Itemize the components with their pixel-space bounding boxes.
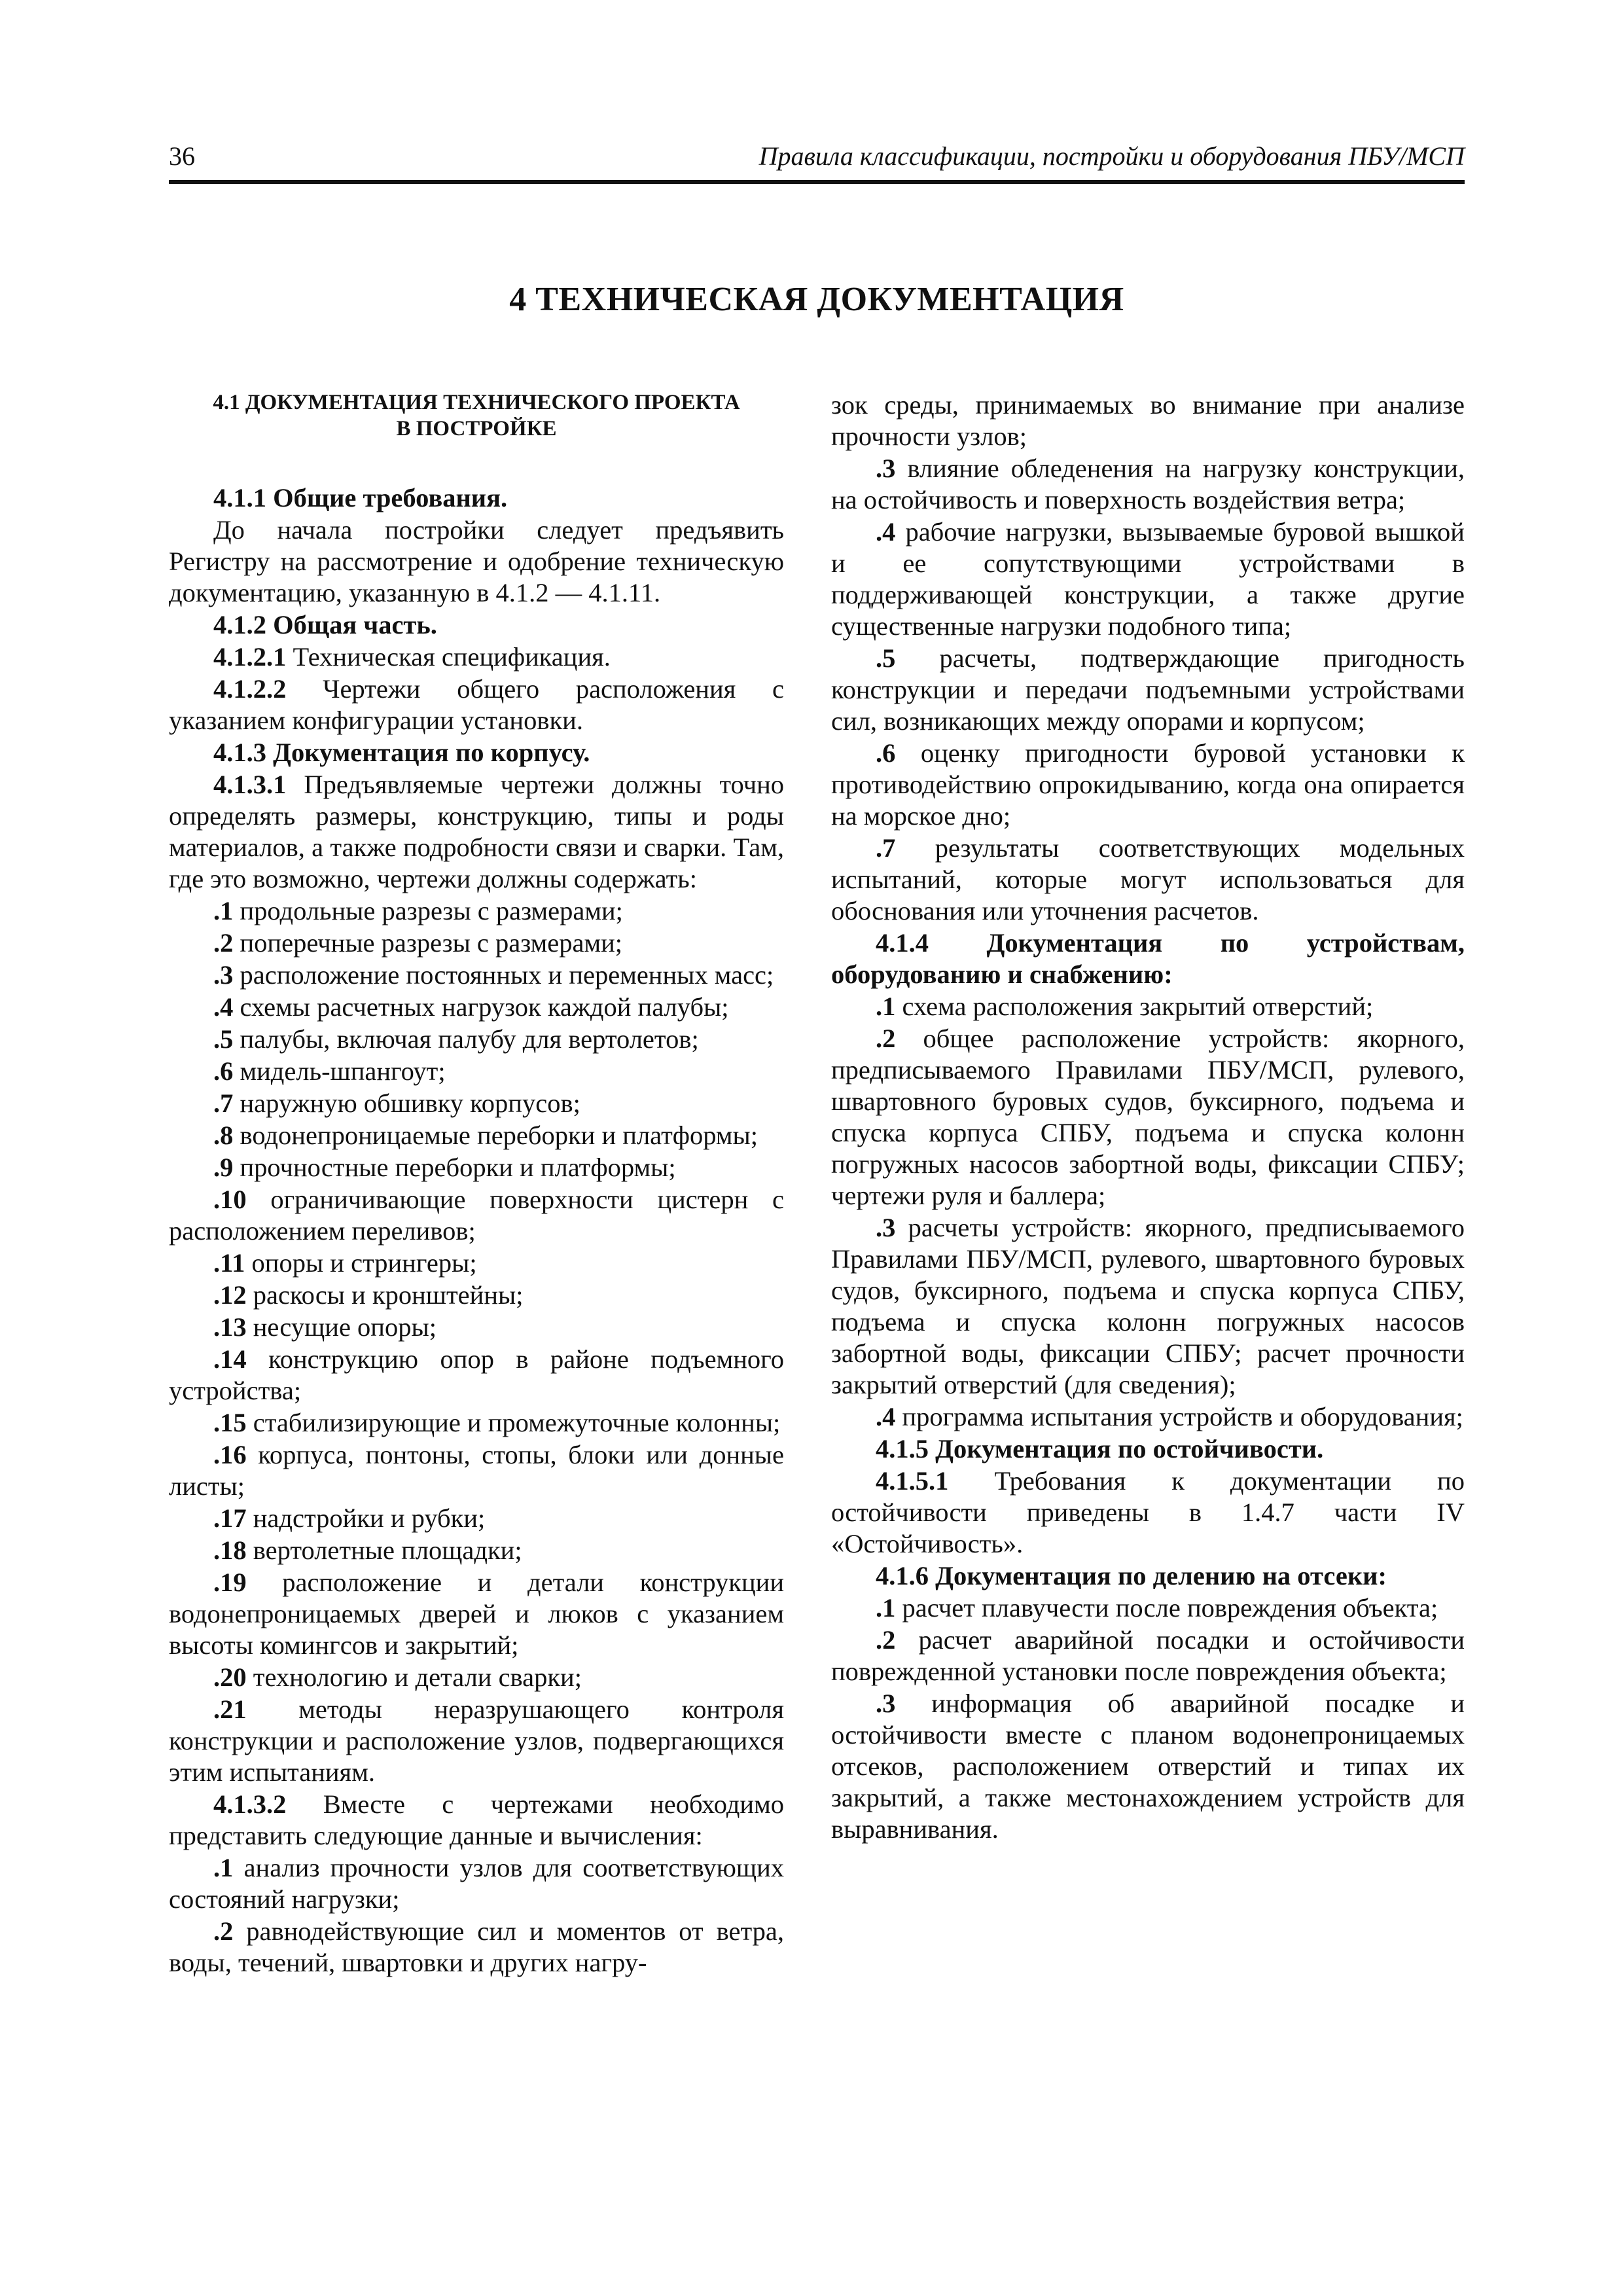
paragraph [831,1465,1465,1560]
paragraph [831,738,1465,832]
clause-number: .12 [213,1280,247,1310]
subsection-heading [831,1560,1465,1592]
paragraph [169,514,784,609]
clause-number: 4.1.1 [213,483,266,512]
clause-number: .21 [213,1695,247,1724]
clause-number: .18 [213,1535,247,1565]
clause-number: .16 [213,1440,247,1469]
clause-text: Общие требования. [266,483,508,512]
paragraph [169,1024,784,1055]
clause-number: 4.1.3.2 [213,1789,287,1819]
subsection-heading [831,927,1465,990]
paragraph [169,960,784,991]
section-title-line1: 4.1 ДОКУМЕНТАЦИЯ ТЕХНИЧЕСКОГО ПРОЕКТА [213,391,740,414]
clause-text: зок среды, принимаемых во внимание при анализе прочности узлов; [831,390,1465,451]
paragraph [169,1088,784,1119]
paragraph [831,991,1465,1022]
paragraph [169,1152,784,1183]
section-title-line2: В ПОСТРОЙКЕ [396,417,557,440]
paragraph [831,833,1465,927]
paragraph [169,641,784,673]
subsection-heading [169,482,784,514]
clause-number: 4.1.6 [876,1561,929,1590]
clause-number: .2 [876,1625,896,1655]
paragraph [169,1439,784,1502]
clause-text: рабочие нагрузки, вызываемые буровой вышкой и ее сопутствующими устройствами в поддерживающей конструкции, а также другие существенные нагрузки подобного типа; [831,517,1465,641]
clause-number: .17 [213,1503,247,1533]
subsection-heading [169,737,784,768]
clause-text: Документация по корпусу. [266,738,590,767]
paragraph [169,1662,784,1693]
clause-text: поперечные разрезы с размерами; [233,928,623,958]
clause-number: .5 [876,643,896,673]
clause-number: 4.1.5 [876,1434,929,1463]
clause-text: опоры и стрингеры; [245,1248,477,1278]
section-title [169,389,784,442]
clause-number: .15 [213,1408,247,1437]
paragraph [831,389,1465,452]
paragraph [169,673,784,736]
clause-text: ограничивающие поверхности цистерн с расположением переливов; [169,1185,784,1246]
clause-text: Чертежи общего расположения с указанием конфигурации установки. [169,674,784,735]
clause-number: .8 [213,1121,234,1150]
right-column [831,389,1465,1846]
paragraph [831,1688,1465,1845]
paragraph [831,1023,1465,1211]
left-paragraphs [169,482,784,1979]
clause-text: корпуса, понтоны, стопы, блоки или донные листы; [169,1440,784,1501]
clause-text: прочностные переборки и платформы; [233,1153,676,1182]
clause-number: .20 [213,1662,247,1692]
clause-number: 4.1.3 [213,738,266,767]
paragraph [169,1056,784,1087]
subsection-heading [831,1433,1465,1465]
clause-text: несущие опоры; [246,1312,437,1342]
clause-text: расчеты, подтверждающие пригодность конструкции и передачи подъемными устройствами сил, возникающих между опорами и корпусом; [831,643,1465,736]
clause-text: информация об аварийной посадке и остойчивости вместе с планом водонепроницаемых отсеков, расположением отверстий и типах их закрытий, а также местонахождением устройств для выравнивания. [831,1689,1465,1844]
clause-text: стабилизирующие и промежуточные колонны; [246,1408,781,1437]
subsection-heading [169,609,784,641]
paragraph [169,1120,784,1151]
clause-text: расположение и детали конструкции водонепроницаемых дверей и люков с указанием высоты комингсов и закрытий; [169,1568,784,1660]
clause-number: .7 [876,833,896,863]
clause-text: расположение постоянных и переменных масс; [233,960,774,990]
clause-number: .6 [876,738,896,768]
clause-number: .4 [876,517,896,547]
paragraph [169,1567,784,1661]
paragraph [831,516,1465,642]
clause-text: схемы расчетных нагрузок каждой палубы; [233,992,729,1022]
clause-number: .6 [213,1056,234,1086]
clause-number: .13 [213,1312,247,1342]
clause-number: .3 [876,1689,896,1718]
clause-number: .3 [213,960,234,990]
paragraph [169,1312,784,1343]
clause-text: раскосы и кронштейны; [246,1280,524,1310]
clause-text: Техническая спецификация. [286,642,611,672]
clause-text: расчет аварийной посадки и остойчивости поврежденной установки после повреждения объекта; [831,1625,1465,1686]
paragraph [169,1916,784,1979]
clause-text: методы неразрушающего контроля конструкции и расположение узлов, подвергающихся этим испытаниям. [169,1695,784,1787]
clause-text: результаты соответствующих модельных испытаний, которые могут использоваться для обоснования или уточнения расчетов. [831,833,1465,925]
clause-number: .1 [213,1853,234,1882]
paragraph [169,1407,784,1439]
paragraph [831,1624,1465,1687]
clause-number: .5 [213,1024,234,1054]
clause-text: продольные разрезы с размерами; [233,896,623,925]
clause-number: 4.1.5.1 [876,1466,949,1496]
clause-number: 4.1.2 [213,610,266,639]
paragraph [169,1247,784,1279]
paragraph [831,643,1465,737]
paragraph [169,1280,784,1311]
clause-number: .1 [213,896,234,925]
clause-number: .10 [213,1185,247,1214]
clause-text: технологию и детали сварки; [246,1662,582,1692]
clause-text: водонепроницаемые переборки и платформы; [233,1121,758,1150]
paragraph [169,992,784,1023]
paragraph [169,769,784,895]
paragraph [831,1212,1465,1401]
clause-text: программа испытания устройств и оборудования; [895,1402,1463,1431]
clause-text: палубы, включая палубу для вертолетов; [233,1024,699,1054]
clause-text: Документация по устройствам, оборудованию и снабжению: [831,928,1465,989]
clause-text: Вместе с чертежами необходимо представить следующие данные и вычисления: [169,1789,784,1850]
clause-text: Предъявляемые чертежи должны точно определять размеры, конструкцию, типы и роды материалов, а также подробности связи и сварки. Там, где это возможно, чертежи должны содержать: [169,770,784,893]
clause-number: .2 [213,928,234,958]
clause-number: .9 [213,1153,234,1182]
clause-text: вертолетные площадки; [246,1535,522,1565]
clause-number: 4.1.4 [876,928,929,958]
clause-text: надстройки и рубки; [246,1503,486,1533]
clause-number: .11 [213,1248,245,1278]
clause-number: .2 [876,1024,896,1053]
clause-text: анализ прочности узлов для соответствующих состояний нагрузки; [169,1853,784,1914]
clause-text: схема расположения закрытий отверстий; [895,992,1374,1021]
clause-text: До начала постройки следует предъявить Регистру на рассмотрение и одобрение техническую документацию, указанную в 4.1.2 — 4.1.11. [169,515,784,607]
clause-number: .7 [213,1088,234,1118]
paragraph [169,1694,784,1788]
clause-text: равнодействующие сил и моментов от ветра, воды, течений, швартовки и других нагру- [169,1916,784,1977]
clause-text: расчет плавучести после повреждения объекта; [895,1593,1438,1623]
page-header [169,134,1465,184]
clause-number: .3 [876,454,896,483]
clause-text: Общая часть. [266,610,437,639]
paragraph [831,1401,1465,1433]
clause-text: Требования к документации по остойчивости приведены в 1.4.7 части IV «Остойчивость». [831,1466,1465,1558]
left-column [169,389,784,1979]
clause-text: расчеты устройств: якорного, предписываемого Правилами ПБУ/МСП, рулевого, швартовного буровых судов, буксирного, подъема и спуска корпуса СПБУ, подъема и спуска колонн погружных насосов забортной воды, фиксации СПБУ; расчет прочности закрытий отверстий (для сведения); [831,1213,1465,1399]
paragraph [169,1535,784,1566]
clause-number: .1 [876,992,896,1021]
paragraph [169,927,784,959]
clause-text: Документация по остойчивости. [929,1434,1324,1463]
clause-text: конструкцию опор в районе подъемного устройства; [169,1344,784,1405]
paragraph [831,453,1465,516]
clause-text: наружную обшивку корпусов; [233,1088,580,1118]
clause-number: .1 [876,1593,896,1623]
paragraph [831,1592,1465,1624]
chapter-title: 4 ТЕХНИЧЕСКАЯ ДОКУМЕНТАЦИЯ [509,281,1124,318]
clause-number: 4.1.3.1 [213,770,287,799]
clause-number: .3 [876,1213,896,1242]
clause-text: общее расположение устройств: якорного, предписываемого Правилами ПБУ/МСП, рулевого, швартовного буровых судов, буксирного, подъема и спуска корпуса СПБУ, подъема и спуска колонн погружных насосов забортной воды, фиксации СПБУ; чертежи руля и баллера; [831,1024,1465,1210]
clause-number: .4 [213,992,234,1022]
running-title: Правила классификации, постройки и оборудования ПБУ/МСП [758,141,1465,171]
clause-text: мидель-шпангоут; [233,1056,446,1086]
paragraph [169,895,784,927]
paragraph [169,1852,784,1915]
clause-text: влияние обледенения на нагрузку конструкции, на остойчивость и поверхность воздействия ветра; [831,454,1465,514]
right-paragraphs [831,389,1465,1845]
clause-number: 4.1.2.2 [213,674,287,704]
clause-number: .19 [213,1568,247,1597]
clause-number: 4.1.2.1 [213,642,287,672]
clause-text: оценку пригодности буровой установки к противодействию опрокидыванию, когда она опирается на морское дно; [831,738,1465,831]
paragraph [169,1344,784,1407]
clause-number: .4 [876,1402,896,1431]
paragraph [169,1184,784,1247]
clause-number: .2 [213,1916,234,1946]
paragraph [169,1789,784,1852]
paragraph [169,1503,784,1534]
page-number: 36 [169,141,195,171]
clause-number: .14 [213,1344,247,1374]
clause-text: Документация по делению на отсеки: [929,1561,1387,1590]
